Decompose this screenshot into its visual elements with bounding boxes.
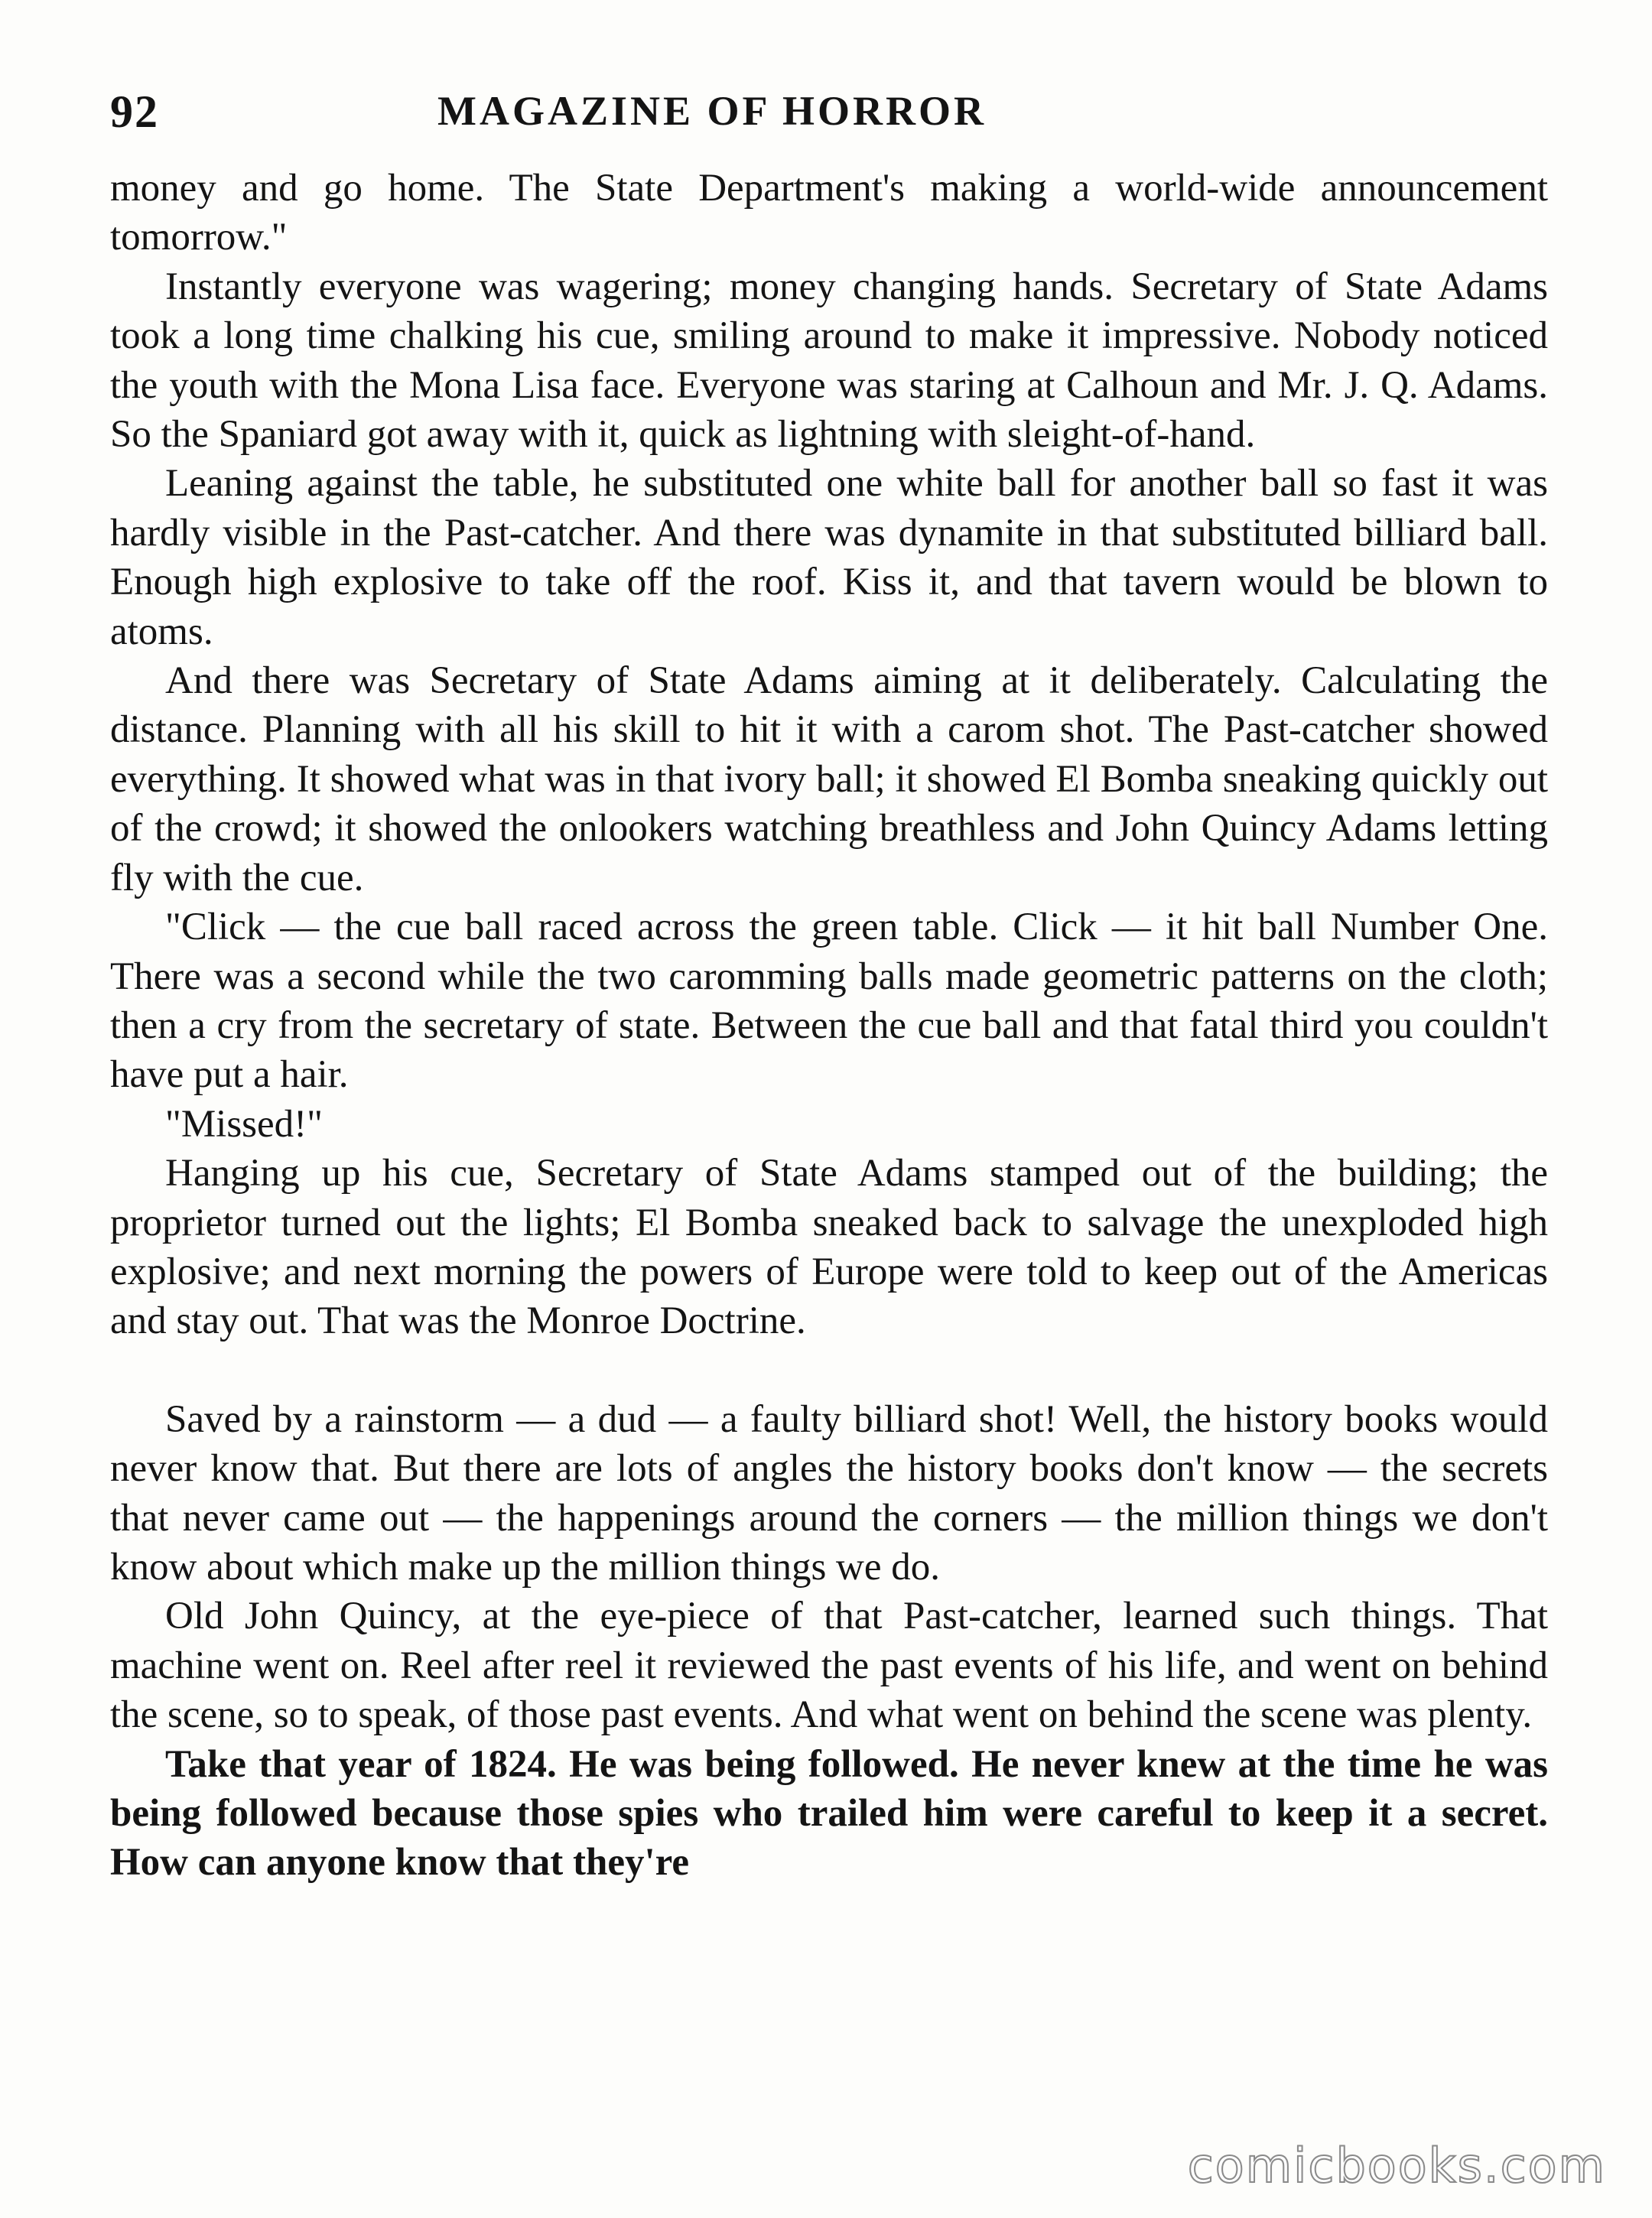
paragraph: Instantly everyone was wagering; money changing hands. Secretary of State Adams took a long time chalking his cue, smiling around to make it impressive. Nobody noticed the youth with the Mona Lisa face. Everyone was staring at Calhoun and Mr. J. Q. Adams. So the Spaniard got away with it, quick as lightning with sleight-of-hand.: [110, 265, 1548, 457]
paragraph: "Missed!": [165, 1102, 323, 1146]
paragraph: Saved by a rainstorm — a dud — a faulty billiard shot! Well, the history books would never know that. But there are lots of angles the history books don't know — the secrets that never came out — the happenings around the corners — the million things we don't know about which make up the million things we do.: [110, 1397, 1548, 1589]
story-text: [110, 164, 1548, 1888]
section-break: [110, 1346, 1548, 1395]
site-watermark: comicbooks.com: [1187, 2138, 1606, 2194]
paragraph: Old John Quincy, at the eye-piece of that Past-catcher, learned such things. That machine went on. Reel after reel it reviewed the past events of his life, and went on behind the scene, so to speak, of those past events. And what went on behind the scene was plenty.: [110, 1595, 1548, 1737]
paragraph-continued: money and go home. The State Department's making a world-wide announcement tomorrow.": [110, 167, 1548, 259]
paragraph: "Click — the cue ball raced across the green table. Click — it hit ball Number One. There was a second while the two caromming balls made geometric patterns on the cloth; then a cry from the secretary of state. Between the cue ball and that fatal third you couldn't have put a hair.: [110, 906, 1548, 1097]
paragraph: And there was Secretary of State Adams aiming at it deliberately. Calculating the distance. Planning with all his skill to hit it with a carom shot. The Past-catcher showed everything. It showed what was in that ivory ball; it showed El Bomba sneaking quickly out of the crowd; it showed the onlookers watching breathless and John Quincy Adams letting fly with the cue.: [110, 659, 1548, 899]
running-title: MAGAZINE OF HORROR: [437, 88, 987, 134]
page-header: [110, 86, 1548, 147]
paragraph: Take that year of 1824. He was being followed. He never knew at the time he was being followed because those spies who trailed him were careful to keep it a secret. How can anyone know that they're: [110, 1742, 1548, 1885]
page-number: 92: [110, 86, 159, 137]
paragraph: Hanging up his cue, Secretary of State Adams stamped out of the building; the proprietor turned out the lights; El Bomba sneaked back to salvage the unexploded high explosive; and next morning the powers of Europe were told to keep out of the Americas and stay out. That was the Monroe Doctrine.: [110, 1152, 1548, 1343]
paragraph: Leaning against the table, he substituted one white ball for another ball so fast it was hardly visible in the Past-catcher. And there was dynamite in that substituted billiard ball. Enough high explosive to take off the roof. Kiss it, and that tavern would be blown to atoms.: [110, 462, 1548, 653]
